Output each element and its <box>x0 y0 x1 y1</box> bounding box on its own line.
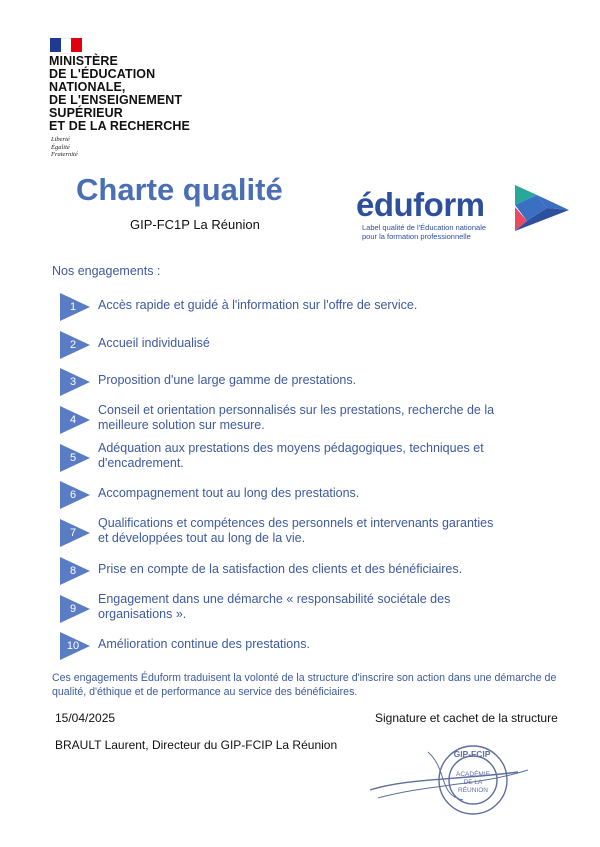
engagement-item <box>60 554 560 592</box>
engagement-text <box>98 441 560 471</box>
ministry-line: SUPÉRIEUR <box>49 106 123 120</box>
stamp-line: DE LA <box>463 779 483 786</box>
engagement-text <box>98 562 560 577</box>
engagement-number: 9 <box>69 602 77 615</box>
engagement-number: 1 <box>69 301 77 313</box>
engagement-number-badge <box>60 368 92 396</box>
engagement-item <box>60 516 560 554</box>
page-title: Charte qualité <box>76 172 283 207</box>
engagement-number: 7 <box>69 527 77 540</box>
engagement-item <box>60 290 560 328</box>
engagement-text <box>98 637 560 652</box>
engagement-text <box>98 516 560 546</box>
engagement-number-badge <box>60 595 92 623</box>
engagement-item <box>60 478 560 516</box>
motto-line: Fraternité <box>51 151 78 158</box>
engagement-number-badge <box>60 557 92 585</box>
signatory-name: BRAULT Laurent, Directeur du GIP-FCIP La Réunion <box>55 738 338 752</box>
engagement-line: et développées tout au long de la vie. <box>98 531 306 546</box>
engagement-item <box>60 328 560 366</box>
ministry-line: MINISTÈRE <box>49 54 118 68</box>
eduform-arrow-icon <box>515 185 571 231</box>
ministry-name <box>49 55 190 133</box>
engagement-line: Accompagnement tout au long des prestations. <box>98 486 360 501</box>
engagement-line: Prise en compte de la satisfaction des clients et des bénéficiaires. <box>98 561 463 576</box>
engagement-item <box>60 629 560 667</box>
signature-date: 15/04/2025 <box>55 711 116 725</box>
engagement-number-badge <box>60 293 92 321</box>
engagement-text <box>98 403 560 433</box>
stamp-top-text: GIP-FCIP <box>453 749 491 759</box>
engagement-text <box>98 592 560 622</box>
engagement-line: Qualifications et compétences des personnels et intervenants garanties <box>98 516 494 531</box>
engagement-number-badge <box>60 481 92 509</box>
engagement-line: Conseil et orientation personnalisés sur les prestations, recherche de la <box>98 403 495 418</box>
engagement-item <box>60 592 560 630</box>
signature-label: Signature et cachet de la structure <box>375 711 558 725</box>
engagements-list <box>60 290 560 667</box>
ministry-line: NATIONALE, <box>49 80 126 94</box>
engagement-line: d'encadrement. <box>98 455 184 470</box>
engagement-number: 10 <box>66 640 80 653</box>
engagement-number-badge <box>60 632 92 660</box>
engagement-line: Accueil individualisé <box>98 335 210 350</box>
engagement-line: Engagement dans une démarche « responsabilité sociétale des <box>98 591 451 606</box>
engagement-number: 8 <box>69 564 77 577</box>
engagement-item <box>60 403 560 441</box>
motto-line: Égalité <box>51 143 70 151</box>
engagement-item <box>60 365 560 403</box>
engagement-text <box>98 298 560 313</box>
engagement-number: 5 <box>69 451 77 464</box>
engagement-line: Accès rapide et guidé à l'information sur l'offre de service. <box>98 298 418 312</box>
footer-note: Ces engagements Éduform traduisent la volonté de la structure d'inscrire son action dans une démarche de qualité, d'éthique et de performance au service des bénéficiaires. <box>52 672 557 698</box>
engagement-number-badge <box>60 444 92 472</box>
engagement-text <box>98 486 560 501</box>
stamp-line: ACADÉMIE <box>456 771 490 778</box>
eduform-logo-text: éduform <box>356 186 485 223</box>
engagement-text <box>98 336 560 351</box>
engagement-number: 6 <box>69 489 77 502</box>
motto-line: Liberté <box>51 136 70 143</box>
engagement-number-badge <box>60 406 92 434</box>
engagement-number: 4 <box>69 414 77 427</box>
stamp-line: RÉUNION <box>458 787 488 794</box>
engagement-number-badge <box>60 331 92 359</box>
official-stamp <box>368 740 538 825</box>
french-flag-logo <box>50 38 82 52</box>
tagline-line: pour la formation professionnelle <box>362 232 471 241</box>
ministry-line: DE L'ENSEIGNEMENT <box>49 93 183 107</box>
eduform-tagline <box>362 223 486 241</box>
ministry-line: ET DE LA RECHERCHE <box>49 119 190 133</box>
engagement-text <box>98 373 560 388</box>
republic-motto <box>51 136 78 159</box>
ministry-line: DE L'ÉDUCATION <box>49 67 156 81</box>
engagements-intro: Nos engagements : <box>52 264 161 278</box>
engagement-number-badge <box>60 519 92 547</box>
engagement-line: Adéquation aux prestations des moyens pédagogiques, techniques et <box>98 440 484 455</box>
tagline-line: Label qualité de l'Éducation nationale <box>362 223 487 232</box>
engagement-line: Proposition d'une large gamme de prestations. <box>98 373 357 388</box>
engagement-number: 2 <box>69 338 77 351</box>
engagement-line: meilleure solution sur mesure. <box>98 418 265 433</box>
engagement-line: organisations ». <box>98 606 187 621</box>
page-subtitle: GIP-FC1P La Réunion <box>130 217 260 232</box>
engagement-number: 3 <box>69 376 77 389</box>
engagement-line: Amélioration continue des prestations. <box>98 637 310 652</box>
engagement-item <box>60 441 560 479</box>
